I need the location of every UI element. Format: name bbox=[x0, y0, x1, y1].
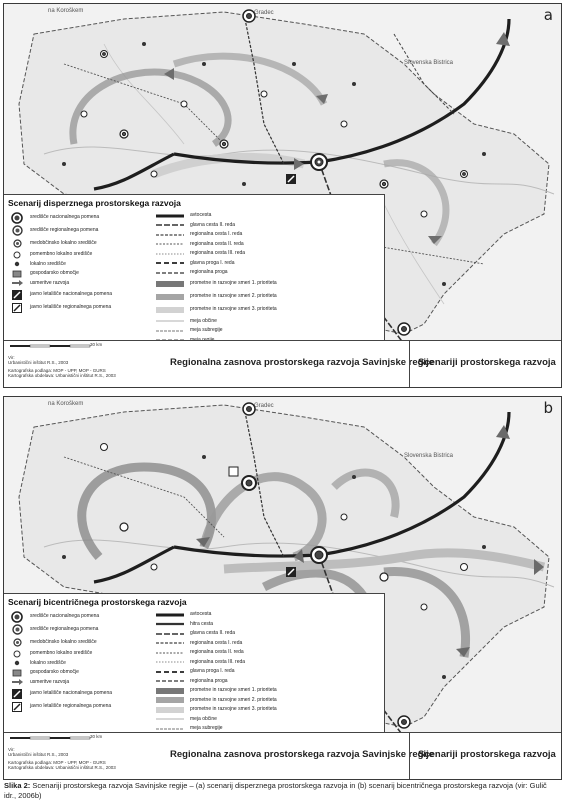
legend-label: regionalna cesta I. reda bbox=[190, 639, 243, 646]
legend-item bbox=[8, 610, 148, 623]
legend-symbols-column bbox=[8, 211, 148, 314]
important-local-centre-icon bbox=[8, 250, 26, 259]
legend-item bbox=[8, 668, 148, 678]
development-direction-arrow-icon bbox=[8, 279, 26, 288]
regional-railway-line-icon bbox=[156, 268, 186, 277]
main-railway-line-icon bbox=[156, 667, 186, 676]
legend bbox=[4, 194, 385, 342]
legend-label: prometne in razvojne smeri 3. prioriteta bbox=[190, 306, 277, 313]
place-label: na Koroškem bbox=[48, 8, 84, 14]
legend-label: središče nacionalnega pomena bbox=[30, 612, 100, 619]
legend-label: glavna cesta II. reda bbox=[190, 221, 236, 228]
regional-railway-line-icon bbox=[156, 677, 186, 686]
priority-3-band-icon bbox=[156, 306, 186, 315]
priority-3-band-icon bbox=[156, 705, 186, 714]
legend-label: središče nacionalnega pomena bbox=[30, 213, 100, 220]
legend-label: meja subregije bbox=[190, 725, 223, 731]
source-line: Vir: bbox=[8, 355, 15, 360]
legend-item bbox=[8, 623, 148, 636]
legend-label: meja subregije bbox=[190, 327, 223, 333]
legend-label: središče regionalnega pomena bbox=[30, 226, 99, 233]
legend-item bbox=[156, 278, 331, 291]
development-direction-arrow-icon bbox=[8, 678, 26, 687]
intermunicipal-centre-icon bbox=[8, 239, 26, 248]
priority-1-band-icon bbox=[156, 280, 186, 289]
legend-item bbox=[156, 629, 331, 639]
regional-centre-icon bbox=[8, 226, 26, 235]
important-local-centre-icon bbox=[8, 649, 26, 658]
national-airport-icon bbox=[8, 290, 26, 299]
caption-label: Slika 2: bbox=[4, 781, 31, 790]
local-centre-icon bbox=[8, 659, 26, 668]
regional-airport-icon bbox=[8, 303, 26, 312]
legend-item bbox=[156, 696, 331, 706]
main-road-line-icon bbox=[156, 221, 186, 230]
figure-caption bbox=[4, 781, 560, 800]
legend-item bbox=[156, 667, 331, 677]
economic-zone-icon bbox=[8, 269, 26, 278]
legend-title: Scenarij bicentričnega prostorskega razvoja bbox=[8, 597, 187, 607]
footer-title: Regionalna zasnova prostorskega razvoja Savinjske regije bbox=[170, 357, 434, 368]
legend-label: javno letališče nacionalnega pomena bbox=[30, 689, 113, 696]
regional-road-2-line-icon bbox=[156, 240, 186, 249]
legend-item bbox=[156, 240, 331, 250]
footer-right-box bbox=[409, 733, 562, 779]
source-line: Kartografska obdelava: Urbanistični inštitut R.S., 2003 bbox=[8, 373, 116, 378]
intermunicipal-centre-icon bbox=[8, 638, 26, 647]
legend-item bbox=[8, 250, 148, 260]
legend-label: javno letališče nacionalnega pomena bbox=[30, 290, 113, 297]
legend-item bbox=[8, 687, 148, 700]
legend-label: glavna proga I. reda bbox=[190, 259, 235, 266]
legend-label: lokalno središče bbox=[30, 659, 66, 666]
map-panel-a bbox=[3, 3, 562, 388]
footer-right-box bbox=[409, 341, 562, 387]
priority-1-band-icon bbox=[156, 686, 186, 695]
legend-item bbox=[8, 659, 148, 669]
regional-centre-icon bbox=[8, 625, 26, 634]
legend-label: meja občine bbox=[190, 317, 217, 324]
legend bbox=[4, 593, 385, 735]
legend-item bbox=[156, 677, 331, 687]
legend-label: lokalno središče bbox=[30, 260, 66, 267]
legend-item bbox=[8, 269, 148, 279]
priority-2-band-icon bbox=[156, 696, 186, 705]
legend-title: Scenarij disperznega prostorskega razvoja bbox=[8, 198, 181, 208]
national-centre-icon bbox=[8, 612, 26, 621]
legend-item bbox=[156, 317, 331, 327]
legend-item bbox=[156, 705, 331, 715]
source-line: Vir: bbox=[8, 747, 15, 752]
place-label: Slovenska Bistrica bbox=[404, 60, 454, 66]
source-line: Kartografska obdelava: Urbanistični inštitut R.S., 2003 bbox=[8, 765, 116, 770]
legend-label: pomembno lokalno središče bbox=[30, 251, 93, 257]
legend-item bbox=[8, 636, 148, 649]
legend-label: gospodarsko območje bbox=[30, 270, 79, 276]
legend-label: glavna cesta II. reda bbox=[190, 630, 236, 636]
place-label: Gradec bbox=[254, 10, 274, 16]
scale-label: 30 km bbox=[90, 342, 103, 347]
legend-item bbox=[156, 326, 331, 336]
local-centre-icon bbox=[8, 260, 26, 269]
legend-item bbox=[156, 268, 331, 278]
legend-label: medobčinsko lokalno središče bbox=[30, 638, 97, 645]
source-line: Urbanistični inštitut R.S., 2003 bbox=[8, 752, 69, 757]
legend-item bbox=[156, 221, 331, 231]
legend-item bbox=[156, 715, 331, 725]
legend-label: meja občine bbox=[190, 715, 217, 722]
legend-item bbox=[156, 648, 331, 658]
legend-item bbox=[8, 649, 148, 659]
legend-label: pomembno lokalno središče bbox=[30, 650, 93, 656]
legend-label: prometne in razvojne smeri 1. prioriteta bbox=[190, 280, 277, 287]
legend-label: središče regionalnega pomena bbox=[30, 625, 99, 632]
legend-item bbox=[156, 620, 331, 630]
legend-lines-column bbox=[156, 211, 331, 355]
legend-label: prometne in razvojne smeri 1. prioriteta bbox=[190, 687, 277, 693]
footer-right-title: Scenariji prostorskega razvoja bbox=[418, 357, 556, 368]
legend-item bbox=[8, 279, 148, 289]
legend-item bbox=[8, 301, 148, 314]
legend-label: usmeritve razvoja bbox=[30, 279, 70, 286]
map-footer bbox=[4, 732, 561, 779]
legend-item bbox=[8, 678, 148, 688]
legend-label: regionalna cesta III. reda bbox=[190, 250, 246, 256]
legend-label: javno letališče regionalnega pomena bbox=[30, 303, 112, 310]
scale-label: 30 km bbox=[90, 734, 103, 739]
priority-2-band-icon bbox=[156, 293, 186, 302]
legend-item bbox=[8, 224, 148, 237]
panel-letter: b bbox=[543, 399, 553, 417]
source-line: Kartografska podlaga: MOP - UPP, MOP - GURS bbox=[8, 760, 106, 765]
main-road-line-icon bbox=[156, 629, 186, 638]
legend-item bbox=[156, 211, 331, 221]
map-footer bbox=[4, 340, 561, 387]
legend-label: avtocesta bbox=[190, 611, 212, 617]
regional-airport-icon bbox=[8, 702, 26, 711]
place-label: na Koroškem bbox=[48, 401, 84, 407]
legend-item bbox=[156, 686, 331, 696]
map-panel-b bbox=[3, 396, 562, 780]
legend-item bbox=[156, 249, 331, 259]
legend-item bbox=[8, 211, 148, 224]
legend-label: usmeritve razvoja bbox=[30, 678, 70, 685]
legend-label: regionalna proga bbox=[190, 677, 228, 684]
regional-road-3-line-icon bbox=[156, 249, 186, 258]
legend-label: prometne in razvojne smeri 3. prioriteta bbox=[190, 706, 277, 712]
legend-item bbox=[156, 658, 331, 668]
expressway-line-icon bbox=[156, 620, 186, 629]
source-line: Kartografska podlaga: MOP - UPP, MOP - GURS bbox=[8, 368, 106, 373]
legend-item bbox=[8, 237, 148, 250]
legend-label: gospodarsko območje bbox=[30, 669, 79, 675]
legend-label: regionalna cesta I. reda bbox=[190, 231, 243, 237]
caption-text: Scenariji prostorskega razvoja Savinjske regije – (a) scenarij disperznega prostorskega razvoja in (b) scenarij bicentričnega prostorskega razvoja (vir: Gulič idr., 2006b) bbox=[4, 781, 547, 800]
regional-road-3-line-icon bbox=[156, 658, 186, 667]
legend-item bbox=[8, 260, 148, 270]
place-label: Slovenska Bistrica bbox=[404, 453, 454, 459]
footer-title: Regionalna zasnova prostorskega razvoja Savinjske regije bbox=[170, 749, 434, 760]
legend-label: hitra cesta bbox=[190, 620, 214, 627]
legend-label: regionalna cesta II. reda bbox=[190, 649, 244, 655]
legend-label: regionalna cesta II. reda bbox=[190, 240, 244, 247]
economic-zone-icon bbox=[8, 668, 26, 677]
motorway-line-icon bbox=[156, 610, 186, 619]
municipality-border-icon bbox=[156, 715, 186, 724]
regional-road-1-line-icon bbox=[156, 639, 186, 648]
footer-right-title: Scenariji prostorskega razvoja bbox=[418, 749, 556, 760]
legend-item bbox=[156, 639, 331, 649]
legend-label: glavna proga I. reda bbox=[190, 668, 235, 674]
legend-label: prometne in razvojne smeri 2. prioriteta bbox=[190, 696, 277, 703]
scale-bar bbox=[10, 342, 103, 351]
legend-label: medobčinsko lokalno središče bbox=[30, 239, 97, 246]
legend-item bbox=[156, 610, 331, 620]
legend-symbols-column bbox=[8, 610, 148, 713]
legend-label: regionalna cesta III. reda bbox=[190, 658, 246, 665]
place-label: Gradec bbox=[254, 403, 274, 409]
source-line: Urbanistični inštitut R.S., 2003 bbox=[8, 360, 69, 365]
regional-road-1-line-icon bbox=[156, 230, 186, 239]
subregion-border-icon bbox=[156, 326, 186, 335]
main-railway-line-icon bbox=[156, 259, 186, 268]
motorway-line-icon bbox=[156, 211, 186, 220]
legend-item bbox=[8, 288, 148, 301]
legend-item bbox=[156, 259, 331, 269]
legend-item bbox=[156, 230, 331, 240]
legend-label: javno letališče regionalnega pomena bbox=[30, 702, 112, 709]
national-centre-icon bbox=[8, 213, 26, 222]
legend-label: prometne in razvojne smeri 2. prioriteta bbox=[190, 293, 277, 300]
legend-item bbox=[156, 304, 331, 317]
scale-bar bbox=[10, 734, 103, 743]
legend-item bbox=[156, 291, 331, 304]
municipality-border-icon bbox=[156, 317, 186, 326]
regional-road-2-line-icon bbox=[156, 648, 186, 657]
national-airport-icon bbox=[8, 689, 26, 698]
legend-label: avtocesta bbox=[190, 212, 212, 218]
legend-label: regionalna proga bbox=[190, 269, 228, 275]
panel-letter: a bbox=[543, 6, 553, 24]
legend-item bbox=[8, 700, 148, 713]
